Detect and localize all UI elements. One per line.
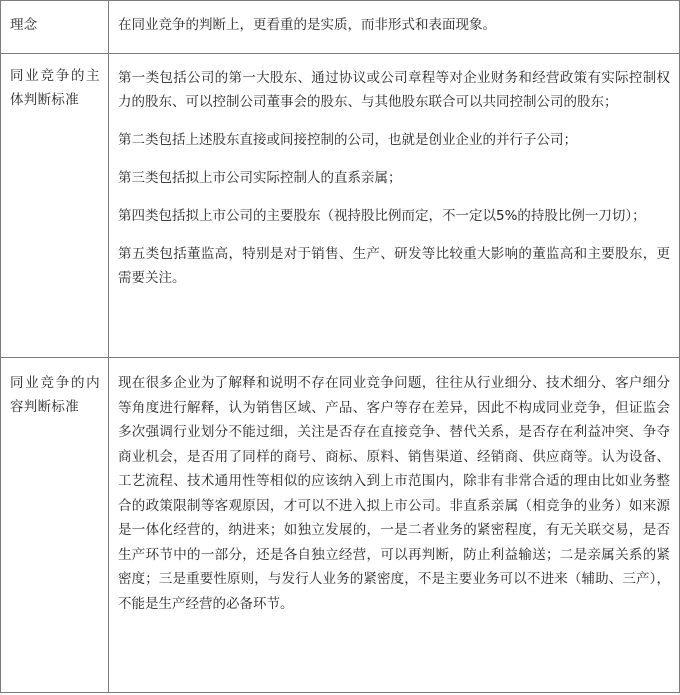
row-label: 同业竞争的内容判断标准 [10, 375, 100, 415]
row-content-cell [109, 1, 680, 54]
row-content-cell [109, 54, 680, 358]
row-label-cell [1, 1, 109, 54]
table-row [1, 54, 680, 358]
content-paragraph: 第三类包括拟上市公司实际控制人的直系亲属； [118, 170, 402, 186]
row-label-cell [1, 358, 109, 693]
row-label: 同业竞争的主体判断标准 [10, 68, 100, 108]
content-paragraph: 第四类包括拟上市公司的主要股东（视持股比例而定，不一定以5%的持股比例一刀切）； [118, 208, 646, 224]
content-paragraph: 在同业竞争的判断上，更看重的是实质，而非形式和表面现象。 [118, 17, 496, 33]
table-row [1, 358, 680, 693]
row-label-cell [1, 54, 109, 358]
content-paragraph: 第五类包括董监高，特别是对于销售、生产、研发等比较重大影响的董监高和主要股东，更需要关注。 [118, 246, 670, 286]
content-paragraph: 第一类包括公司的第一大股东、通过协议或公司章程等对企业财务和经营政策有实际控制权力的股东、可以控制公司董事会的股东、与其他股东联合可以共同控制公司的股东； [118, 70, 670, 110]
content-paragraph: 现在很多企业为了解释和说明不存在同业竞争问题，往往从行业细分、技术细分、客户细分等角度进行解释，认为销售区域、产品、客户等存在差异，因此不构成同业竞争，但证监会多次强调行业划分不能过细，关注是否存在直接竞争、替代关系，是否存在利益冲突、争夺商业机会，是否用了同样的商号、商标、原料、销售渠道、经销商、供应商等。认为设备、工艺流程、技术通用性等相似的应该纳入到上市范围内，除非有非常合适的理由比如业务整合的政策限制等客观原因，才可以不进入拟上市公司。非直系亲属（相竞争的业务）如来源是一体化经营的，纳进来；如独立发展的，一是二者业务的紧密程度，有无关联交易，是否生产环节中的一部分，还是各自独立经营，可以再判断，防止利益输送；二是亲属关系的紧密度；三是重要性原则，与发行人业务的紧密度，不是主要业务可以不进来（辅助、三产），不能是生产经营的必备环节。 [118, 375, 670, 612]
content-paragraph: 第二类包括上述股东直接或间接控制的公司，也就是创业企业的并行子公司； [118, 132, 577, 148]
table-row [1, 1, 680, 54]
row-label: 理念 [10, 17, 38, 33]
row-content-cell [109, 358, 680, 693]
